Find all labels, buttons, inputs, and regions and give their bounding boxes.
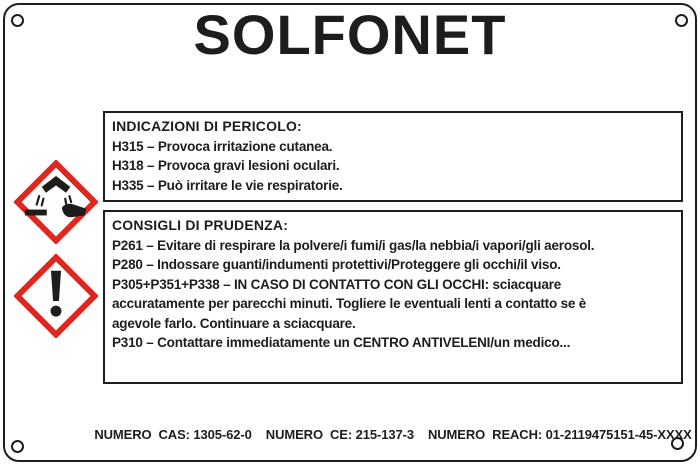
ghs07-exclamation-icon [14, 254, 98, 338]
precaution-statement-p305-line3: agevole farlo. Continuare a sciacquare. [112, 315, 356, 331]
precaution-statement-p310: P310 – Contattare immediatamente un CENTRO ANTIVELENI/un medico... [112, 335, 571, 350]
mounting-hole-bottom-left [11, 440, 24, 453]
hazard-statements-box [103, 111, 683, 202]
precaution-statement-p305-line1: P305+P351+P338 – IN CASO DI CONTATTO CON GLI OCCHI: sciacquare [112, 276, 561, 292]
hazard-box-title: INDICAZIONI DI PERICOLO: [112, 118, 302, 134]
precaution-box-title: CONSIGLI DI PRUDENZA: [112, 217, 289, 233]
ghs05-corrosive-icon [14, 160, 98, 244]
precaution-statement-p280: P280 – Indossare guanti/indumenti protettivi/Proteggere gli occhi/il viso. [112, 257, 561, 272]
reach-number: NUMERO REACH: 01-2119475151-45-XXXX [427, 427, 692, 442]
precaution-statement-p261: P261 – Evitare di respirare la polvere/i fumi/i gas/la nebbia/i vapori/gli aerosol. [112, 237, 595, 253]
cas-number: NUMERO CAS: 1305-62-0 [94, 427, 252, 442]
registry-numbers [94, 427, 692, 442]
hazard-statement-h315: H315 – Provoca irritazione cutanea. [112, 138, 333, 154]
product-name: SOLFONET [193, 3, 507, 66]
hazard-statement-h335: H335 – Può irritare le vie respiratorie. [112, 177, 343, 193]
precaution-statement-p305-line2: accuratamente per parecchi minuti. Togliere le eventuali lenti a contatto se è [112, 296, 587, 311]
ce-number: NUMERO CE: 215-137-3 [265, 427, 414, 442]
precautionary-statements-box [103, 210, 683, 384]
hazard-statement-h318: H318 – Provoca gravi lesioni oculari. [112, 158, 340, 173]
